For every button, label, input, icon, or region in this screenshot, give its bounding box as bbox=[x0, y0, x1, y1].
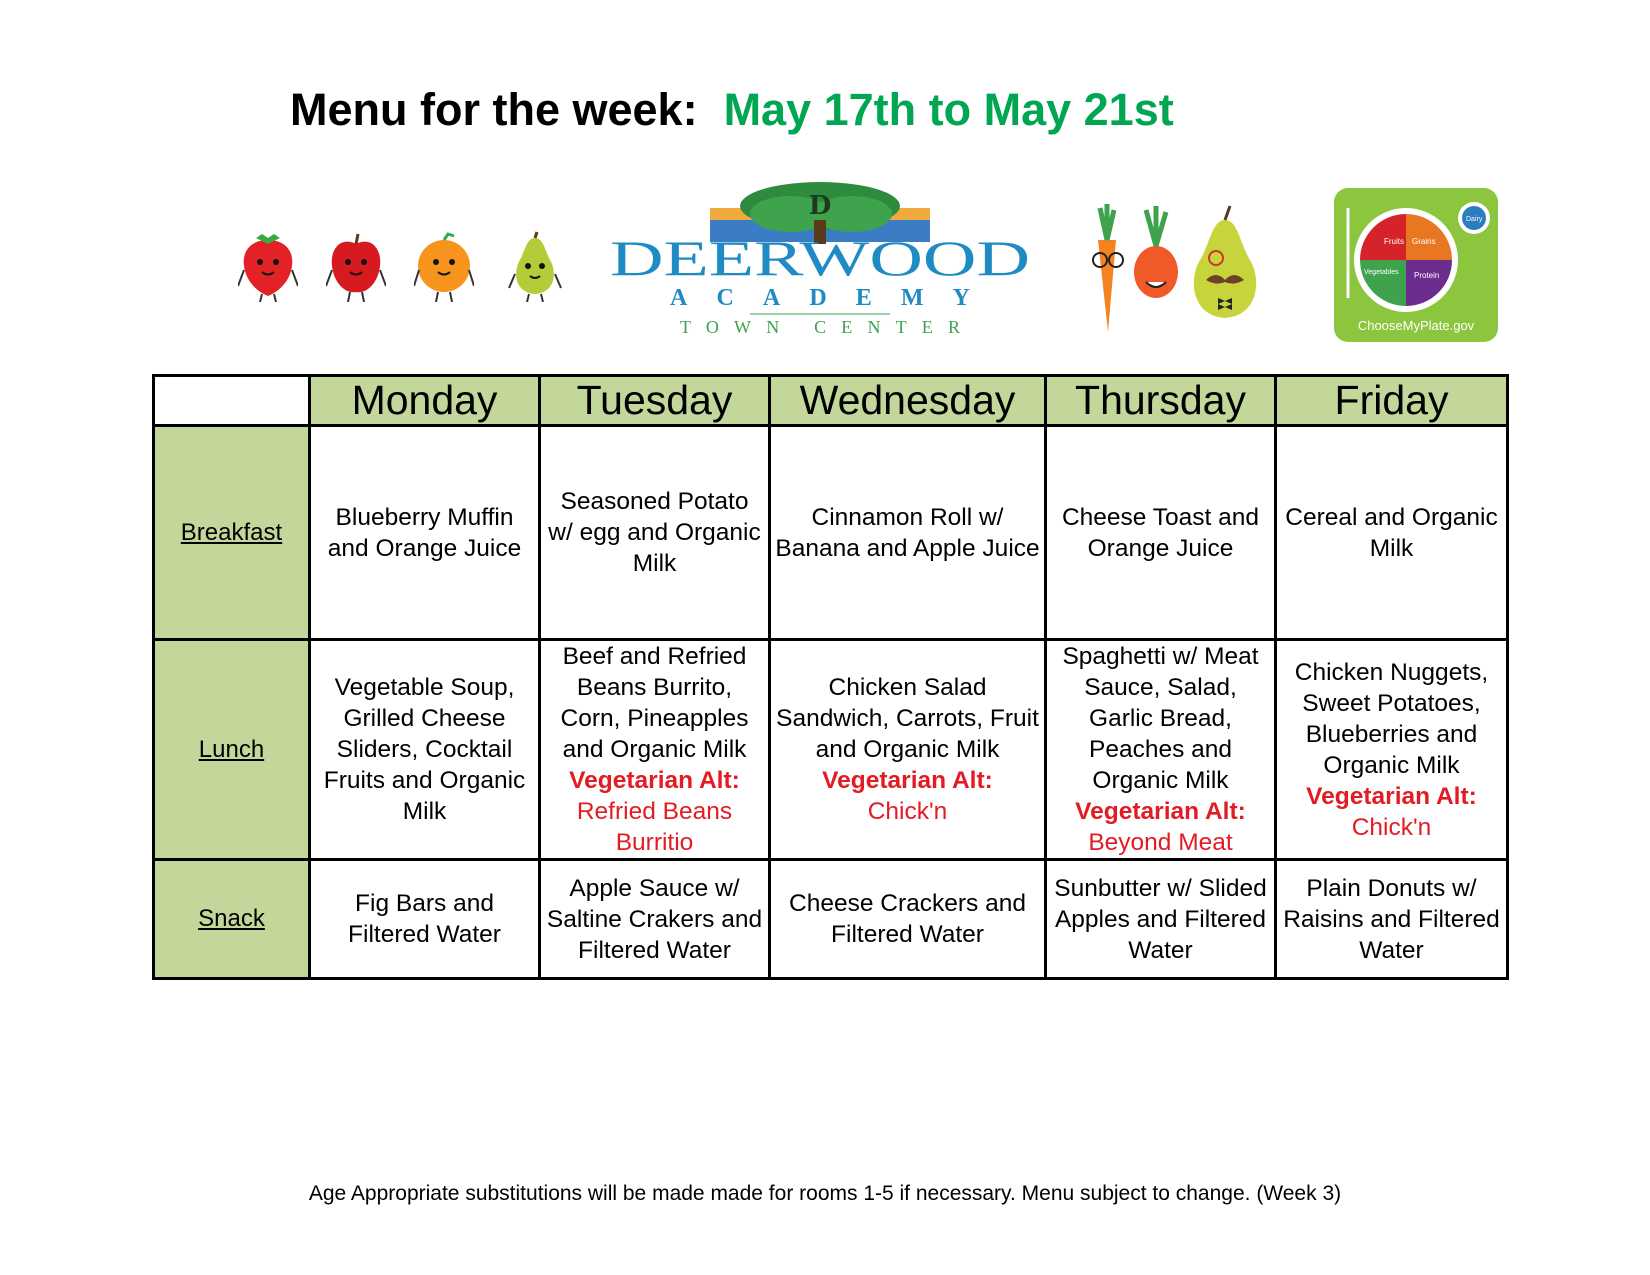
svg-text:Fruits: Fruits bbox=[1384, 237, 1404, 246]
svg-text:Dairy: Dairy bbox=[1466, 216, 1483, 223]
menu-item-text: Chicken Salad Sandwich, Carrots, Fruit and Organic Milk bbox=[776, 674, 1039, 763]
menu-cell-breakfast-wednesday bbox=[770, 426, 1046, 640]
svg-text:Grains: Grains bbox=[1412, 237, 1436, 246]
vegetarian-alt-value: Chick'n bbox=[1351, 813, 1432, 841]
day-header-monday: Monday bbox=[310, 376, 540, 426]
day-header-thursday: Thursday bbox=[1046, 376, 1276, 426]
corner-cell bbox=[154, 376, 310, 426]
menu-cell-snack-tuesday bbox=[540, 860, 770, 979]
menu-cell-snack-wednesday bbox=[770, 860, 1046, 979]
vegetarian-alt-label: Vegetarian Alt: bbox=[1075, 798, 1246, 825]
svg-text:D: D bbox=[808, 191, 832, 221]
menu-cell-snack-friday bbox=[1276, 860, 1508, 979]
menu-cell-breakfast-monday bbox=[310, 426, 540, 640]
vegetarian-alt-value: Beyond Meat bbox=[1088, 829, 1233, 856]
day-header-tuesday: Tuesday bbox=[540, 376, 770, 426]
svg-text:DEERWOOD: DEERWOOD bbox=[610, 230, 1030, 286]
meal-row-snack bbox=[154, 860, 1508, 979]
menu-cell-breakfast-thursday bbox=[1046, 426, 1276, 640]
menu-cell-breakfast-friday bbox=[1276, 426, 1508, 640]
menu-item-text: Sunbutter w/ Slided Apples and Filtered Water bbox=[1054, 874, 1267, 964]
menu-item-text: Cheese Toast and Orange Juice bbox=[1061, 503, 1260, 562]
menu-item-text: Spaghetti w/ Meat Sauce, Salad, Garlic Bread, Peaches and Organic Milk bbox=[1062, 643, 1259, 794]
meal-label-breakfast: Breakfast bbox=[154, 426, 310, 640]
svg-text:Protein: Protein bbox=[1414, 271, 1440, 280]
apple-icon bbox=[326, 230, 386, 302]
menu-item-text: Cinnamon Roll w/ Banana and Apple Juice bbox=[775, 503, 1040, 562]
menu-item-text: Blueberry Muffin and Orange Juice bbox=[327, 503, 522, 562]
title-dates: May 17th to May 21st bbox=[723, 84, 1174, 135]
menu-item-text: Cheese Crackers and Filtered Water bbox=[789, 890, 1026, 948]
menu-item-text: Plain Donuts w/ Raisins and Filtered Water bbox=[1283, 874, 1500, 964]
day-header-wednesday: Wednesday bbox=[770, 376, 1046, 426]
day-header-row bbox=[154, 376, 1508, 426]
myplate-logo bbox=[1334, 188, 1498, 342]
day-header-friday: Friday bbox=[1276, 376, 1508, 426]
menu-item-text: Vegetable Soup, Grilled Cheese Sliders, Cocktail Fruits and Organic Milk bbox=[323, 674, 526, 825]
meal-row-breakfast bbox=[154, 426, 1508, 640]
menu-cell-lunch-thursday bbox=[1046, 640, 1276, 860]
vegetarian-alt-label: Vegetarian Alt: bbox=[1306, 782, 1477, 810]
pear-icon bbox=[505, 230, 565, 302]
menu-cell-breakfast-tuesday bbox=[540, 426, 770, 640]
meal-label-lunch: Lunch bbox=[154, 640, 310, 860]
menu-item-text: Fig Bars and Filtered Water bbox=[348, 890, 501, 948]
deerwood-academy-logo bbox=[600, 180, 1040, 340]
vegetarian-alt-label: Vegetarian Alt: bbox=[569, 767, 740, 794]
page-title bbox=[290, 84, 1174, 136]
menu-cell-snack-monday bbox=[310, 860, 540, 979]
svg-text:Vegetables: Vegetables bbox=[1364, 269, 1399, 276]
meal-label-snack: Snack bbox=[154, 860, 310, 979]
menu-item-text: Beef and Refried Beans Burrito, Corn, Pineapples and Organic Milk bbox=[560, 643, 749, 763]
strawberry-icon bbox=[238, 230, 298, 302]
title-prefix: Menu for the week: bbox=[290, 84, 698, 135]
menu-cell-lunch-friday bbox=[1276, 640, 1508, 860]
svg-text:ChooseMyPlate.gov: ChooseMyPlate.gov bbox=[1357, 318, 1475, 333]
weekly-menu-table bbox=[152, 374, 1509, 980]
menu-cell-snack-thursday bbox=[1046, 860, 1276, 979]
menu-item-text: Apple Sauce w/ Saltine Crakers and Filtered Water bbox=[546, 874, 763, 964]
vegetarian-alt-value: Chick'n bbox=[867, 798, 948, 825]
svg-text:ACADEMY: ACADEMY bbox=[670, 285, 970, 311]
svg-text:TOWN CENTER: TOWN CENTER bbox=[680, 317, 960, 337]
menu-cell-lunch-monday bbox=[310, 640, 540, 860]
meal-row-lunch bbox=[154, 640, 1508, 860]
menu-item-text: Cereal and Organic Milk bbox=[1285, 503, 1498, 562]
menu-cell-lunch-wednesday bbox=[770, 640, 1046, 860]
vegetarian-alt-label: Vegetarian Alt: bbox=[822, 767, 993, 794]
menu-item-text: Chicken Nuggets, Sweet Potatoes, Blueberries and Organic Milk bbox=[1294, 658, 1489, 779]
vegetables-illustration bbox=[1080, 200, 1270, 335]
orange-icon bbox=[414, 230, 474, 302]
footer-note: Age Appropriate substitutions will be made made for rooms 1-5 if necessary. Menu subject to change. (Week 3) bbox=[308, 1182, 1342, 1205]
vegetarian-alt-value: Refried Beans Burritio bbox=[576, 798, 733, 856]
menu-item-text: Seasoned Potato w/ egg and Organic Milk bbox=[548, 488, 761, 577]
menu-cell-lunch-tuesday bbox=[540, 640, 770, 860]
